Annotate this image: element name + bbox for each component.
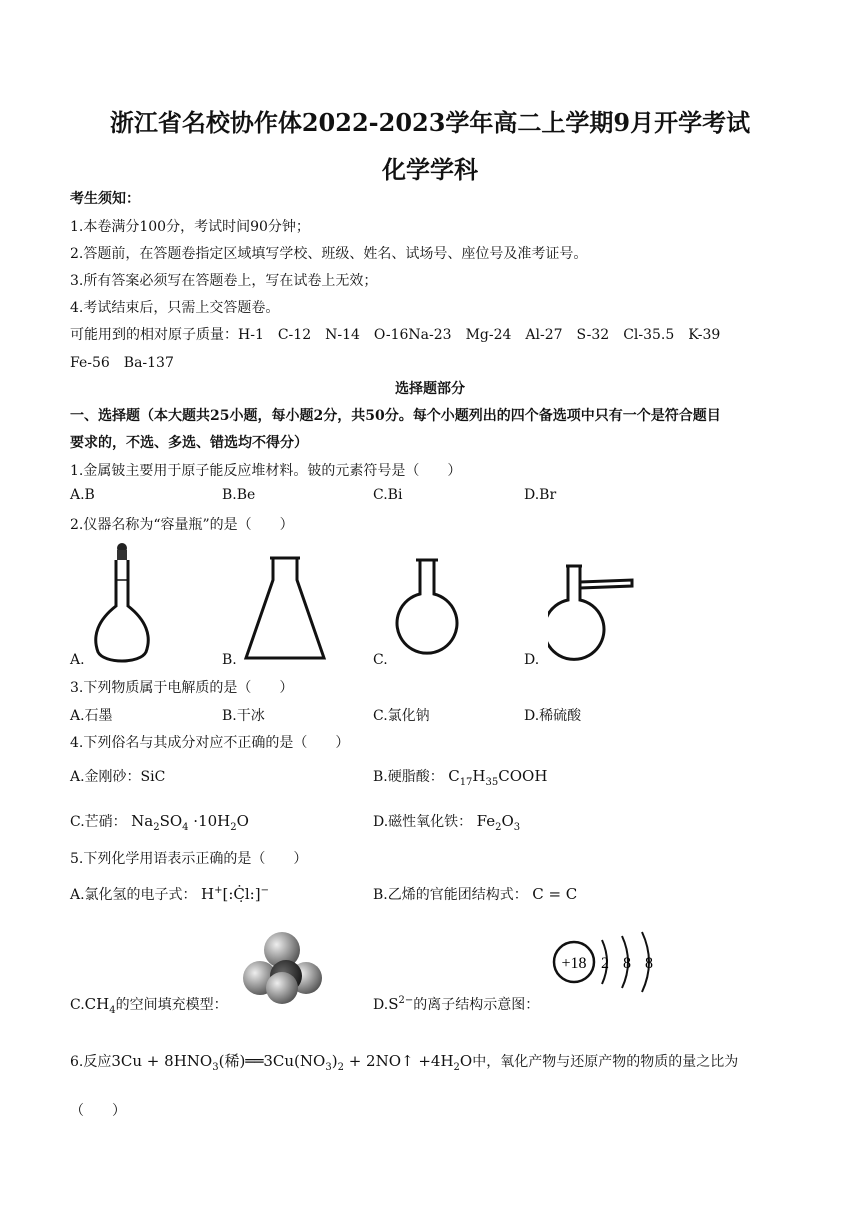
shell-3-electrons: 8 xyxy=(645,955,653,972)
hcl-electron-formula: H+[:Ċ̣l:]− xyxy=(201,885,269,903)
section-label: 选择题部分 xyxy=(395,381,465,397)
exam-subject: 化学学科 xyxy=(382,155,478,184)
q2-option-c: C. xyxy=(373,652,388,668)
q1-option-c: C.Bi xyxy=(373,487,403,503)
notice-item-2: 2.答题前，在答题卷指定区域填写学校、班级、姓名、试场号、座位号及准考证号。 xyxy=(70,246,588,262)
dilute-label: 稀 xyxy=(224,1052,240,1070)
volumetric-flask-image xyxy=(88,540,168,668)
q6-stem-suffix: 中，氧化产物与还原产物的物质的量之比为 xyxy=(472,1054,739,1070)
sulfide-ion-structure-diagram xyxy=(550,930,670,994)
q2-stem: 2.仪器名称为“容量瓶”的是（ ） xyxy=(70,517,294,533)
q3-option-a: A.石墨 xyxy=(70,708,113,724)
nucleus-charge: +18 xyxy=(561,955,587,972)
q2-option-d: D. xyxy=(524,652,540,668)
q5-option-c xyxy=(70,994,228,1016)
shell-1-electrons: 2 xyxy=(601,955,609,972)
q4-option-b xyxy=(373,766,547,788)
erlenmeyer-flask-image xyxy=(240,554,330,666)
atomic-masses-2: Fe-56 Ba-137 xyxy=(70,355,174,371)
methane-space-filling-model-image xyxy=(242,930,324,1006)
shell-2-electrons: 8 xyxy=(623,955,631,972)
q4-option-d-formula: $Fe_2O_3$ xyxy=(476,812,521,833)
q5-option-a xyxy=(70,884,269,904)
distilling-flask-image xyxy=(548,560,638,666)
round-bottom-flask-image xyxy=(392,556,470,666)
ch4-formula: $CH_4$ xyxy=(84,995,116,1016)
s2-ion-formula: $S^{2-}$ xyxy=(388,995,414,1013)
q6-stem-prefix: 6.反应 xyxy=(70,1054,112,1070)
q5-option-d-letter: D. xyxy=(373,997,389,1013)
q5-option-c-label: 的空间填充模型： xyxy=(115,997,228,1013)
q4-stem: 4.下列俗名与其成分对应不正确的是（ ） xyxy=(70,735,350,751)
q4-option-c-formula: $Na_2SO_4 \cdot 10H_2O$ xyxy=(131,812,249,833)
q4-option-c xyxy=(70,811,249,833)
q4-option-d xyxy=(373,811,520,833)
q5-option-a-label: A.氯化氢的电子式： xyxy=(70,887,197,903)
q4-option-c-label: C.芒硝： xyxy=(70,814,127,830)
atomic-masses-1: 可能用到的相对原子质量：H-1 C-12 N-14 O-16Na-23 Mg-24 Al-27 S-32 Cl-35.5 K-39 xyxy=(70,327,721,343)
q1-stem: 1.金属铍主要用于原子能反应堆材料。铍的元素符号是（ ） xyxy=(70,463,462,479)
q5-option-c-letter: C. xyxy=(70,997,85,1013)
notice-item-1: 1.本卷满分100分，考试时间90分钟； xyxy=(70,219,310,235)
q3-stem: 3.下列物质属于电解质的是（ ） xyxy=(70,680,294,696)
q6-stem xyxy=(70,1050,738,1073)
q6-reaction-equation: $3Cu + 8HNO_3$(稀)$══3Cu(NO_3)_2$ + 2NO↑ $+4H_2O$ xyxy=(111,1052,473,1073)
q6-blank: （ ） xyxy=(70,1103,126,1119)
q4-option-d-label: D.磁性氧化铁： xyxy=(373,814,473,830)
exam-title: 浙江省名校协作体2022-2023学年高二上学期9月开学考试 xyxy=(109,108,751,137)
q3-option-c: C.氯化钠 xyxy=(373,708,430,724)
q2-option-a: A. xyxy=(70,652,85,668)
q5-option-d-label: 的离子结构示意图： xyxy=(413,997,540,1013)
q1-option-a: A.B xyxy=(70,487,95,503)
notice-item-3: 3.所有答案必须写在答题卷上，写在试卷上无效； xyxy=(70,273,378,289)
section-heading-1: 一、选择题（本大题共25小题，每小题2分，共50分。每个小题列出的四个备选项中只有一个是符合题目 xyxy=(70,408,721,424)
q5-option-d xyxy=(373,994,539,1014)
notice-heading: 考生须知： xyxy=(70,191,140,207)
q1-option-b: B.Be xyxy=(222,487,256,503)
q5-stem: 5.下列化学用语表示正确的是（ ） xyxy=(70,851,308,867)
q4-option-b-label: B.硬脂酸： xyxy=(373,769,444,785)
section-heading-2: 要求的，不选、多选、错选均不得分） xyxy=(70,435,308,451)
q5-option-b xyxy=(373,884,577,904)
q3-option-d: D.稀硫酸 xyxy=(524,708,582,724)
q2-option-b: B. xyxy=(222,652,237,668)
q4-option-b-formula: $C_{17}H_{35}COOH$ xyxy=(448,767,548,788)
q3-option-b: B.干冰 xyxy=(222,708,265,724)
q4-option-a: A.金刚砂：SiC xyxy=(70,769,166,785)
q5-option-b-label: B.乙烯的官能团结构式： xyxy=(373,887,528,903)
notice-item-4: 4.考试结束后，只需上交答题卷。 xyxy=(70,300,280,316)
ethylene-functional-group: C = C xyxy=(532,885,578,903)
q1-option-d: D.Br xyxy=(524,487,557,503)
